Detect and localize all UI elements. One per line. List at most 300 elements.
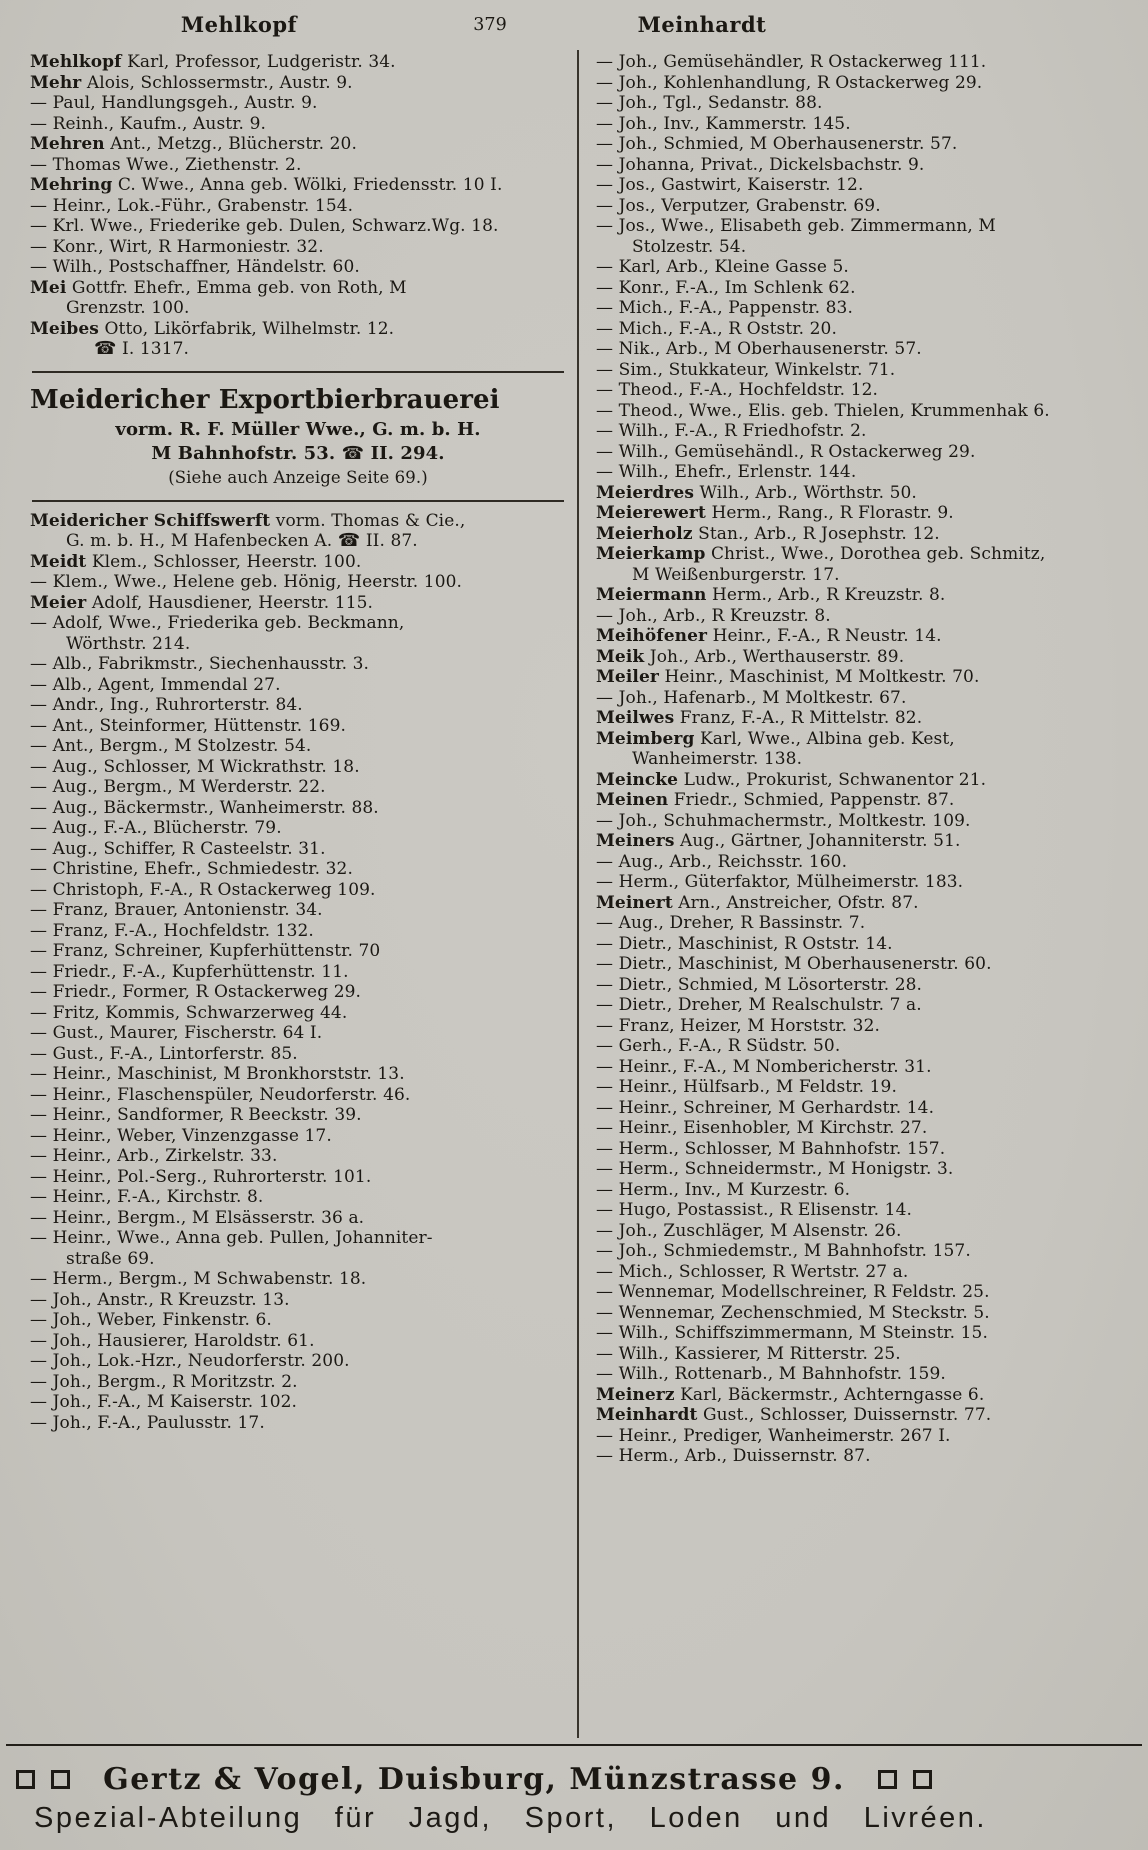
directory-entry	[596, 565, 1124, 586]
entry-text: M Weißenburgerstr. 17.	[632, 564, 840, 585]
directory-entry	[30, 777, 566, 798]
directory-entry	[30, 839, 566, 860]
ad-company-line: Gertz & Vogel, Duisburg, Münzstrasse 9.	[103, 1761, 845, 1797]
entry-text: — Joh., F.-A., Paulusstr. 17.	[30, 1412, 265, 1433]
entry-text: — Aug., F.-A., Blücherstr. 79.	[30, 818, 282, 838]
directory-entry	[596, 524, 1124, 545]
square-ornaments-right	[878, 1770, 932, 1789]
directory-entry	[596, 729, 1124, 750]
directory-entry	[596, 1098, 1124, 1119]
entry-surname: Meidt	[30, 551, 87, 572]
directory-entry	[30, 1187, 566, 1208]
directory-entry	[30, 1023, 566, 1044]
entry-text: — Heinr., Bergm., M Elsässerstr. 36 a.	[30, 1207, 365, 1228]
directory-entry	[596, 503, 1124, 524]
directory-entry	[30, 593, 566, 614]
directory-entry	[596, 114, 1124, 135]
entry-text: — Heinr., Sandformer, R Beeckstr. 39.	[30, 1105, 362, 1125]
directory-entry	[596, 934, 1124, 955]
directory-entry	[596, 585, 1124, 606]
directory-entry	[596, 893, 1124, 914]
directory-entry	[30, 278, 566, 299]
entry-surname: Meincke	[596, 769, 679, 790]
entry-text: — Christoph, F.-A., R Ostackerweg 109.	[30, 879, 376, 900]
directory-entry	[30, 572, 566, 593]
directory-entry	[596, 1200, 1124, 1221]
entry-surname: Meibes	[30, 318, 99, 339]
entry-text: — Franz, F.-A., Hochfeldstr. 132.	[30, 920, 314, 941]
entry-text: Wörthstr. 214.	[66, 633, 191, 654]
entry-text: Heinr., Maschinist, M Moltkestr. 70.	[658, 667, 980, 687]
entry-text: G. m. b. H., M Hafenbecken A.	[66, 531, 338, 551]
directory-entry	[30, 962, 566, 983]
ad-tagline: Spezial-Abteilung für Jagd, Sport, Loden und Livréen.	[34, 1802, 987, 1834]
directory-entry	[596, 913, 1124, 934]
directory-entry	[596, 1118, 1124, 1139]
entry-surname: Meierewert	[596, 503, 706, 523]
directory-entry	[596, 954, 1124, 975]
directory-entry	[30, 695, 566, 716]
entry-text: Klem., Schlosser, Heerstr. 100.	[86, 551, 362, 572]
entry-text: — Wilh., Postschaffner, Händelstr. 60.	[30, 257, 360, 277]
entry-text: — Andr., Ing., Ruhrorterstr. 84.	[30, 695, 303, 715]
directory-entry	[30, 859, 566, 880]
entry-text: straße 69.	[66, 1248, 155, 1269]
entry-text: — Sim., Stukkateur, Winkelstr. 71.	[596, 359, 896, 380]
entry-text: — Wilh., Gemüsehändl., R Ostackerweg 29.	[596, 441, 976, 462]
entry-text: C. Wwe., Anna geb. Wölki, Friedensstr. 10 I.	[112, 175, 503, 195]
entry-text: — Heinr., Prediger, Wanheimerstr. 267 I.	[596, 1425, 951, 1446]
directory-entry	[30, 93, 566, 114]
entry-text: — Dietr., Maschinist, R Oststr. 14.	[596, 933, 893, 954]
directory-entry	[30, 511, 566, 532]
directory-entry	[596, 626, 1124, 647]
directory-entry	[596, 708, 1124, 729]
entry-text: — Joh., Arb., R Kreuzstr. 8.	[596, 605, 831, 626]
entry-text: — Heinr., Arb., Zirkelstr. 33.	[30, 1146, 278, 1166]
entry-surname: Meiler	[596, 667, 659, 687]
directory-entry	[30, 900, 566, 921]
entry-text: II. 87.	[360, 531, 418, 551]
entry-text: — Joh., Schmiedemstr., M Bahnhofstr. 157.	[596, 1241, 971, 1261]
column-left	[30, 52, 566, 1433]
directory-entry	[596, 872, 1124, 893]
entry-text: Herm., Arb., R Kreuzstr. 8.	[706, 585, 946, 605]
directory-entry	[30, 654, 566, 675]
directory-entry	[30, 216, 566, 237]
directory-entry	[30, 1392, 566, 1413]
entry-text: Wanheimerstr. 138.	[632, 749, 803, 769]
directory-entry	[596, 1364, 1124, 1385]
directory-entry	[30, 1249, 566, 1270]
directory-entry	[30, 1105, 566, 1126]
directory-entry	[596, 1405, 1124, 1426]
square-icon	[16, 1770, 35, 1789]
brewery-heading	[30, 382, 566, 418]
directory-entry	[596, 278, 1124, 299]
entry-text: — Dietr., Schmied, M Lösorterstr. 28.	[596, 974, 923, 995]
directory-entry	[596, 93, 1124, 114]
entry-text: — Joh., Bergm., R Moritzstr. 2.	[30, 1371, 298, 1392]
entry-text: — Christine, Ehefr., Schmiedestr. 32.	[30, 859, 353, 879]
directory-entry	[596, 1057, 1124, 1078]
directory-entry	[596, 421, 1124, 442]
entry-surname: Meinerz	[596, 1384, 675, 1405]
entry-text: Grenzstr. 100.	[66, 298, 190, 318]
square-icon	[51, 1770, 70, 1789]
entry-text: — Heinr., Eisenhobler, M Kirchstr. 27.	[596, 1118, 928, 1138]
directory-entry	[596, 975, 1124, 996]
directory-entry	[596, 380, 1124, 401]
entry-text: — Franz, Brauer, Antonienstr. 34.	[30, 900, 323, 920]
entry-text: — Heinr., Flaschenspüler, Neudorferstr. 46.	[30, 1084, 411, 1105]
directory-entry	[30, 1269, 566, 1290]
entry-text: — Mich., F.-A., R Oststr. 20.	[596, 318, 837, 339]
brewery-subline	[30, 418, 566, 442]
directory-entry	[30, 880, 566, 901]
brewery-address	[30, 442, 566, 466]
entry-text: — Heinr., Weber, Vinzenzgasse 17.	[30, 1125, 332, 1146]
entry-text: — Adolf, Wwe., Friederika geb. Beckmann,	[30, 613, 405, 633]
entry-text: — Gerh., F.-A., R Südstr. 50.	[596, 1036, 841, 1056]
directory-entry	[30, 1003, 566, 1024]
entry-text: — Krl. Wwe., Friederike geb. Dulen, Schwarz.Wg. 18.	[30, 216, 499, 236]
entry-text: — Gust., F.-A., Lintorferstr. 85.	[30, 1043, 298, 1064]
directory-entry	[30, 52, 566, 73]
directory-entry	[596, 216, 1124, 237]
entry-surname: Meierholz	[596, 523, 693, 544]
entry-text: Karl, Professor, Ludgeristr. 34.	[121, 52, 396, 72]
entry-text: — Aug., Bäckermstr., Wanheimerstr. 88.	[30, 797, 379, 818]
entry-surname: M Bahnhofstr. 53.	[151, 442, 342, 464]
entry-text: — Aug., Dreher, R Bassinstr. 7.	[596, 913, 866, 933]
entry-text: — Herm., Inv., M Kurzestr. 6.	[596, 1179, 851, 1200]
entry-text: — Heinr., Maschinist, M Bronkhorststr. 13.	[30, 1064, 405, 1084]
entry-text: Otto, Likörfabrik, Wilhelmstr. 12.	[98, 318, 395, 339]
entry-text: Arn., Anstreicher, Ofstr. 87.	[672, 892, 919, 913]
directory-entry	[596, 1241, 1124, 1262]
entry-text: Stan., Arb., R Josephstr. 12.	[692, 523, 940, 544]
directory-entry	[30, 114, 566, 135]
directory-entry	[596, 770, 1124, 791]
directory-entry	[30, 982, 566, 1003]
entry-text: — Friedr., Former, R Ostackerweg 29.	[30, 982, 362, 1002]
entry-text: — Wennemar, Zechenschmied, M Steckstr. 5.	[596, 1302, 990, 1323]
directory-entry	[596, 134, 1124, 155]
directory-entry	[30, 716, 566, 737]
directory-entry	[596, 298, 1124, 319]
entry-text: — Theod., Wwe., Elis. geb. Thielen, Krummenhak 6.	[596, 400, 1050, 421]
entry-surname: Mehr	[30, 72, 82, 93]
directory-entry	[30, 613, 566, 634]
entry-text: — Wilh., F.-A., R Friedhofstr. 2.	[596, 421, 867, 441]
section-rule	[32, 371, 564, 373]
directory-entry	[596, 790, 1124, 811]
directory-entry	[30, 73, 566, 94]
entry-text: — Ant., Steinformer, Hüttenstr. 169.	[30, 715, 347, 736]
directory-entry	[30, 237, 566, 258]
square-icon	[878, 1770, 897, 1789]
directory-entry	[596, 811, 1124, 832]
entry-text: — Konr., Wirt, R Harmoniestr. 32.	[30, 236, 324, 257]
entry-text: — Dietr., Maschinist, M Oberhausenerstr. 60.	[596, 954, 992, 974]
directory-entry	[596, 1221, 1124, 1242]
entry-text: Ludw., Prokurist, Schwanentor 21.	[678, 769, 987, 790]
entry-text: — Heinr., Lok.-Führ., Grabenstr. 154.	[30, 195, 354, 216]
entry-text: — Wilh., Rottenarb., M Bahnhofstr. 159.	[596, 1364, 946, 1384]
directory-entry	[596, 1016, 1124, 1037]
entry-text: Gust., Schlosser, Duissernstr. 77.	[697, 1405, 992, 1425]
directory-entry	[596, 1426, 1124, 1447]
directory-entry	[30, 1044, 566, 1065]
entry-surname: Meier	[30, 592, 87, 613]
entry-text: — Klem., Wwe., Helene geb. Hönig, Heerstr. 100.	[30, 572, 463, 592]
directory-entry	[30, 257, 566, 278]
entry-surname: Mehren	[30, 134, 105, 154]
directory-entry	[596, 1303, 1124, 1324]
entry-text: Stolzestr. 54.	[632, 236, 747, 257]
directory-entry	[30, 531, 566, 552]
entry-text: — Herm., Schlosser, M Bahnhofstr. 157.	[596, 1138, 946, 1159]
entry-text: — Joh., Hausierer, Haroldstr. 61.	[30, 1330, 315, 1351]
directory-entry	[30, 1167, 566, 1188]
directory-entry	[596, 852, 1124, 873]
directory-entry	[596, 360, 1124, 381]
directory-entry	[30, 1351, 566, 1372]
entry-text: — Hugo, Postassist., R Elisenstr. 14.	[596, 1200, 913, 1220]
entry-text: — Herm., Bergm., M Schwabenstr. 18.	[30, 1269, 367, 1289]
entry-text: — Heinr., Wwe., Anna geb. Pullen, Johanniter-	[30, 1228, 433, 1248]
entry-surname: Mehring	[30, 175, 113, 195]
entry-text: — Joh., F.-A., M Kaiserstr. 102.	[30, 1392, 298, 1412]
directory-entry	[596, 73, 1124, 94]
directory-entry	[596, 1262, 1124, 1283]
entry-surname: Meik	[596, 646, 645, 667]
entry-surname: Meinert	[596, 892, 673, 913]
entry-text: — Heinr., F.-A., Kirchstr. 8.	[30, 1187, 264, 1207]
entry-text: — Wilh., Kassierer, M Ritterstr. 25.	[596, 1343, 901, 1364]
directory-entry	[596, 544, 1124, 565]
phone-icon: ☎	[337, 530, 361, 551]
entry-text: — Aug., Arb., Reichsstr. 160.	[596, 851, 848, 872]
entry-text: — Jos., Verputzer, Grabenstr. 69.	[596, 195, 881, 216]
directory-entry	[30, 1228, 566, 1249]
directory-entry	[30, 1126, 566, 1147]
entry-text: Friedr., Schmied, Pappenstr. 87.	[668, 790, 955, 810]
entry-text: — Mich., F.-A., Pappenstr. 83.	[596, 298, 853, 318]
entry-text: vorm. Thomas & Cie.,	[270, 510, 466, 531]
directory-entry	[30, 1146, 566, 1167]
directory-entry	[596, 1323, 1124, 1344]
directory-entry	[596, 155, 1124, 176]
directory-entry	[596, 319, 1124, 340]
entry-text: — Joh., Weber, Finkenstr. 6.	[30, 1310, 272, 1330]
entry-text: Alois, Schlossermstr., Austr. 9.	[81, 72, 353, 93]
section-rule	[32, 500, 564, 502]
entry-surname: Meierdres	[596, 482, 694, 503]
directory-entry	[596, 1344, 1124, 1365]
entry-text: — Wilh., Schiffszimmermann, M Steinstr. 15.	[596, 1323, 988, 1343]
entry-surname: Mehlkopf	[30, 52, 122, 72]
directory-entry	[596, 1139, 1124, 1160]
directory-entry	[30, 634, 566, 655]
entry-text: — Karl, Arb., Kleine Gasse 5.	[596, 257, 849, 277]
entry-text: — Franz, Schreiner, Kupferhüttenstr. 70	[30, 941, 381, 961]
directory-entry	[30, 736, 566, 757]
ad-separator-rule	[6, 1744, 1142, 1746]
entry-text: — Heinr., Hülfsarb., M Feldstr. 19.	[596, 1077, 897, 1097]
directory-entry	[30, 1064, 566, 1085]
square-icon	[913, 1770, 932, 1789]
square-ornaments-left	[16, 1770, 70, 1789]
directory-entry	[596, 1180, 1124, 1201]
entry-text: — Herm., Schneidermstr., M Honigstr. 3.	[596, 1159, 954, 1179]
entry-text: — Gust., Maurer, Fischerstr. 64 I.	[30, 1023, 323, 1043]
directory-entry	[596, 401, 1124, 422]
entry-text: — Joh., Lok.-Hzr., Neudorferstr. 200.	[30, 1351, 350, 1371]
entry-text: — Aug., Schlosser, M Wickrathstr. 18.	[30, 756, 360, 777]
column-divider	[577, 50, 579, 1738]
header-guide-word-right: Meinhardt	[637, 12, 767, 37]
header-guide-word-left: Mehlkopf	[180, 12, 298, 37]
entry-text: — Johanna, Privat., Dickelsbachstr. 9.	[596, 154, 925, 175]
entry-surname: Meiners	[596, 831, 675, 851]
entry-surname: vorm. R. F. Müller Wwe., G. m. b. H.	[115, 418, 481, 440]
directory-entry	[30, 552, 566, 573]
page-number: 379	[473, 15, 507, 35]
entry-text: — Konr., F.-A., Im Schlenk 62.	[596, 277, 856, 298]
entry-text: — Joh., Hafenarb., M Moltkestr. 67.	[596, 687, 907, 708]
directory-entry	[596, 1077, 1124, 1098]
directory-entry	[30, 319, 566, 340]
entry-surname: Meinen	[596, 790, 669, 810]
directory-entry	[596, 483, 1124, 504]
entry-text: — Joh., Zuschläger, M Alsenstr. 26.	[596, 1220, 902, 1241]
entry-surname: Meilwes	[596, 708, 675, 728]
entry-text: — Dietr., Dreher, M Realschulstr. 7 a.	[596, 995, 922, 1015]
entry-text: Franz, F.-A., R Mittelstr. 82.	[674, 708, 923, 728]
directory-entry	[30, 339, 566, 360]
directory-entry	[30, 298, 566, 319]
directory-entry	[596, 175, 1124, 196]
entry-text: — Heinr., F.-A., M Nombericherstr. 31.	[596, 1056, 932, 1077]
entry-text: — Wilh., Ehefr., Erlenstr. 144.	[596, 462, 857, 482]
directory-entry	[596, 462, 1124, 483]
directory-entry	[596, 196, 1124, 217]
directory-entry	[30, 196, 566, 217]
entry-text: Aug., Gärtner, Johanniterstr. 51.	[674, 831, 961, 851]
directory-entry	[30, 941, 566, 962]
entry-text: — Nik., Arb., M Oberhausenerstr. 57.	[596, 339, 922, 359]
entry-text: — Joh., Schmied, M Oberhausenerstr. 57.	[596, 134, 958, 154]
directory-entry	[596, 1446, 1124, 1467]
directory-entry	[30, 1208, 566, 1229]
entry-text: Joh., Arb., Werthauserstr. 89.	[644, 646, 905, 667]
entry-text: — Joh., Kohlenhandlung, R Ostackerweg 29.	[596, 72, 983, 93]
entry-surname: Meinhardt	[596, 1405, 698, 1425]
directory-entry	[596, 606, 1124, 627]
entry-surname: Meihöfener	[596, 626, 708, 646]
directory-entry	[30, 155, 566, 176]
directory-entry	[596, 995, 1124, 1016]
entry-text: — Herm., Arb., Duissernstr. 87.	[596, 1446, 871, 1466]
directory-entry	[30, 798, 566, 819]
entry-text: Wilh., Arb., Wörthstr. 50.	[694, 482, 917, 503]
entry-text: Karl, Wwe., Albina geb. Kest,	[694, 728, 955, 749]
entry-text: Karl, Bäckermstr., Achterngasse 6.	[674, 1384, 985, 1405]
directory-entry	[596, 1385, 1124, 1406]
entry-text: — Heinr., Pol.-Serg., Ruhrorterstr. 101.	[30, 1166, 372, 1187]
directory-entry	[30, 818, 566, 839]
entry-text: — Jos., Wwe., Elisabeth geb. Zimmermann, M	[596, 216, 996, 236]
entry-text: — Paul, Handlungsgeh., Austr. 9.	[30, 93, 318, 113]
directory-entry	[30, 1413, 566, 1434]
entry-text: I. 1317.	[116, 339, 190, 359]
entry-text: — Friedr., F.-A., Kupferhüttenstr. 11.	[30, 961, 349, 982]
directory-entry	[596, 667, 1124, 688]
directory-entry	[30, 1372, 566, 1393]
entry-text: — Thomas Wwe., Ziethenstr. 2.	[30, 154, 302, 175]
entry-text: Christ., Wwe., Dorothea geb. Schmitz,	[705, 544, 1046, 564]
directory-entry	[30, 921, 566, 942]
directory-entry	[30, 134, 566, 155]
directory-entry	[596, 647, 1124, 668]
directory-entry	[596, 1282, 1124, 1303]
directory-entry	[596, 339, 1124, 360]
entry-text: — Franz, Heizer, M Horststr. 32.	[596, 1015, 880, 1036]
entry-text: — Joh., Anstr., R Kreuzstr. 13.	[30, 1289, 290, 1310]
entry-text: — Alb., Agent, Immendal 27.	[30, 674, 281, 695]
entry-text: — Mich., Schlosser, R Wertstr. 27 a.	[596, 1261, 909, 1282]
directory-entry	[30, 1310, 566, 1331]
entry-text: — Aug., Bergm., M Werderstr. 22.	[30, 777, 326, 797]
ad-banner	[16, 1758, 932, 1800]
directory-entry	[30, 1290, 566, 1311]
entry-text: — Ant., Bergm., M Stolzestr. 54.	[30, 736, 312, 756]
entry-surname: Mei	[30, 277, 67, 298]
entry-surname: Meierkamp	[596, 544, 706, 564]
directory-entry	[596, 831, 1124, 852]
directory-entry	[596, 749, 1124, 770]
entry-surname: Meidericher Exportbierbrauerei	[30, 384, 500, 415]
entry-surname: Meimberg	[596, 728, 695, 749]
directory-entry	[596, 1159, 1124, 1180]
phone-icon: ☎	[94, 338, 117, 359]
entry-text: Ant., Metzg., Blücherstr. 20.	[104, 134, 357, 154]
directory-entry	[596, 1036, 1124, 1057]
entry-surname: Meidericher Schiffswerft	[30, 510, 271, 531]
entry-text: — Joh., Schuhmachermstr., Moltkestr. 109.	[596, 810, 971, 831]
entry-text: — Fritz, Kommis, Schwarzerweg 44.	[30, 1002, 348, 1023]
directory-entry	[596, 442, 1124, 463]
entry-text: — Alb., Fabrikmstr., Siechenhausstr. 3.	[30, 654, 370, 674]
directory-entry	[30, 175, 566, 196]
entry-text: Heinr., F.-A., R Neustr. 14.	[707, 626, 942, 646]
entry-surname: Meiermann	[596, 585, 707, 605]
entry-text: — Reinh., Kaufm., Austr. 9.	[30, 113, 266, 134]
directory-entry	[30, 1085, 566, 1106]
entry-text: — Aug., Schiffer, R Casteelstr. 31.	[30, 838, 326, 859]
phone-icon: ☎	[341, 442, 365, 464]
entry-text: — Joh., Tgl., Sedanstr. 88.	[596, 93, 823, 113]
entry-text: — Theod., F.-A., Hochfeldstr. 12.	[596, 380, 879, 400]
directory-entry	[596, 52, 1124, 73]
entry-text: Gottfr. Ehefr., Emma geb. von Roth, M	[66, 277, 407, 298]
entry-text: — Wennemar, Modellschreiner, R Feldstr. 25.	[596, 1282, 990, 1302]
entry-text: — Heinr., Schreiner, M Gerhardstr. 14.	[596, 1097, 935, 1118]
entry-text: Adolf, Hausdiener, Heerstr. 115.	[86, 592, 374, 613]
entry-text: — Joh., Inv., Kammerstr. 145.	[596, 113, 851, 134]
